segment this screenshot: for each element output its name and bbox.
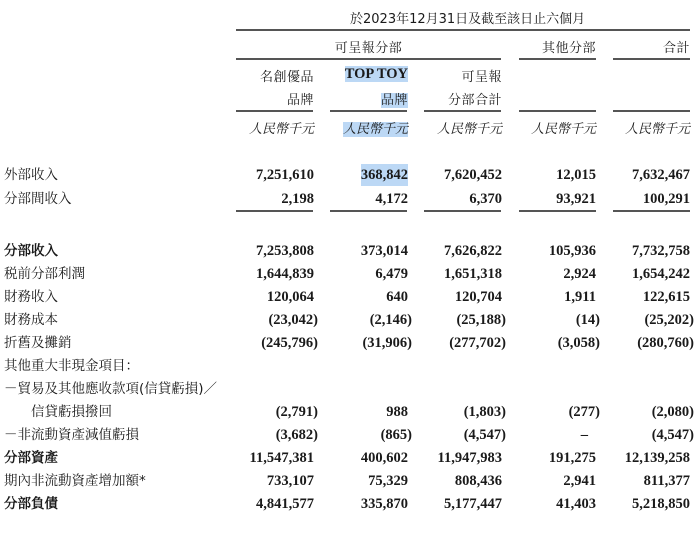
cell: (31,906) [362, 335, 412, 351]
cell: (1,803) [463, 404, 506, 420]
table-row [0, 401, 700, 423]
cell: (280,760) [637, 335, 694, 351]
table-row [0, 470, 700, 492]
unit-col-3: 人民幣千元 [530, 122, 596, 137]
cell: (3,682) [275, 427, 318, 443]
table-row [0, 493, 700, 515]
rule-total [613, 58, 690, 60]
cell: 808,436 [454, 473, 502, 489]
cell: 75,329 [368, 473, 408, 489]
row-label: 分部間收入 [4, 191, 72, 207]
cell: 4,841,577 [256, 496, 314, 512]
cell: 1,651,318 [444, 266, 502, 282]
unit-col-2: 人民幣千元 [436, 122, 502, 137]
table-row [0, 240, 700, 262]
cell: 12,015 [556, 167, 596, 183]
row-label: －貿易及其他應收款項(信貸虧損)／ [4, 381, 218, 397]
cell: (2,791) [275, 404, 318, 420]
cell: – [580, 427, 588, 443]
row-label: 財務成本 [4, 312, 58, 328]
cell: 41,403 [556, 496, 596, 512]
subtotal-rule-0 [236, 210, 313, 212]
col-reportable-total-line2: 分部合計 [447, 93, 502, 108]
row-label: 分部資產 [4, 450, 58, 466]
table-row [0, 378, 700, 400]
table-row [0, 332, 700, 354]
cell: (277,702) [449, 335, 506, 351]
row-label: 分部負債 [4, 496, 58, 512]
cell: 11,947,983 [437, 450, 502, 466]
cell: 2,924 [563, 266, 596, 282]
table-row [0, 286, 700, 308]
col-rule-3 [519, 110, 596, 112]
cell: 5,177,447 [444, 496, 502, 512]
col-toptoy-line1: TOP TOY [344, 66, 408, 82]
cell: 191,275 [548, 450, 596, 466]
unit-col-1: 人民幣千元 [342, 122, 408, 137]
cell: 640 [386, 289, 408, 305]
row-label: －非流動資產減值虧損 [4, 427, 139, 443]
row-label: 信貸虧損撥回 [4, 404, 112, 420]
subtotal-rule-3 [519, 210, 596, 212]
cell: 400,602 [360, 450, 408, 466]
cell: 1,911 [564, 289, 596, 305]
cell: 122,615 [642, 289, 690, 305]
cell: (245,796) [261, 335, 318, 351]
cell: (23,042) [268, 312, 318, 328]
cell: (4,547) [651, 427, 694, 443]
row-label: 税前分部利潤 [4, 266, 85, 282]
rule-other [519, 58, 596, 60]
cell: 7,632,467 [632, 167, 690, 183]
cell: 1,654,242 [632, 266, 690, 282]
col-miniso-line2: 品牌 [286, 93, 314, 108]
cell: 2,941 [563, 473, 596, 489]
cell: 7,626,822 [444, 243, 502, 259]
cell: 100,291 [642, 191, 690, 207]
cell: 335,870 [360, 496, 408, 512]
cell: 1,644,839 [256, 266, 314, 282]
cell: 5,218,850 [632, 496, 690, 512]
col-rule-0 [236, 110, 313, 112]
table-row [0, 355, 700, 377]
group-total-heading: 合計 [662, 41, 690, 56]
cell: 811,377 [643, 473, 690, 489]
row-label: 外部收入 [4, 167, 58, 183]
cell: 4,172 [375, 191, 408, 207]
col-rule-2 [424, 110, 501, 112]
cell: 7,620,452 [444, 167, 502, 183]
group-reportable-heading: 可呈報分部 [334, 41, 403, 56]
row-label: 期內非流動資產增加額* [4, 473, 146, 489]
unit-col-4: 人民幣千元 [624, 122, 690, 137]
cell: 11,547,381 [249, 450, 314, 466]
cell: 93,921 [556, 191, 596, 207]
cell: 373,014 [360, 243, 408, 259]
cell: (4,547) [463, 427, 506, 443]
cell: (25,188) [456, 312, 506, 328]
row-label: 分部收入 [4, 243, 58, 259]
cell: 6,479 [375, 266, 408, 282]
table-row [0, 447, 700, 469]
cell: 733,107 [266, 473, 314, 489]
cell: (2,080) [651, 404, 694, 420]
cell: (2,146) [369, 312, 412, 328]
cell: 105,936 [548, 243, 596, 259]
cell: (3,058) [557, 335, 600, 351]
table-row [0, 424, 700, 446]
cell: 988 [386, 404, 408, 420]
header-rule-top [236, 29, 690, 31]
col-toptoy-line2: 品牌 [380, 93, 408, 108]
col-miniso-line1: 名創優品 [259, 70, 314, 85]
subtotal-rule-2 [424, 210, 501, 212]
cell: 120,064 [266, 289, 314, 305]
table-row [0, 263, 700, 285]
rule-reportable [236, 58, 501, 60]
cell: (277) [568, 404, 600, 420]
unit-col-0: 人民幣千元 [248, 122, 314, 137]
table-row [0, 164, 700, 186]
cell: 7,253,808 [256, 243, 314, 259]
row-label: 其他重大非現金項目： [4, 358, 139, 374]
col-rule-1 [330, 110, 407, 112]
row-label: 財務收入 [4, 289, 58, 305]
cell: 120,704 [454, 289, 502, 305]
cell: (14) [575, 312, 600, 328]
cell-highlighted: 368,842 [361, 164, 408, 186]
cell: (865) [380, 427, 412, 443]
row-label: 折舊及攤銷 [4, 335, 72, 351]
subtotal-rule-4 [613, 210, 690, 212]
col-reportable-total-line1: 可呈報 [461, 70, 502, 85]
col-rule-4 [613, 110, 690, 112]
cell: 7,732,758 [632, 243, 690, 259]
cell: 12,139,258 [624, 450, 690, 466]
group-other-heading: 其他分部 [541, 41, 596, 56]
table-row [0, 188, 700, 210]
cell: 2,198 [281, 191, 314, 207]
cell: 7,251,610 [256, 167, 314, 183]
table-row [0, 309, 700, 331]
subtotal-rule-1 [330, 210, 407, 212]
cell: 6,370 [469, 191, 502, 207]
period-heading: 於2023年12月31日及截至該日止六個月 [350, 12, 586, 27]
cell: (25,202) [644, 312, 694, 328]
